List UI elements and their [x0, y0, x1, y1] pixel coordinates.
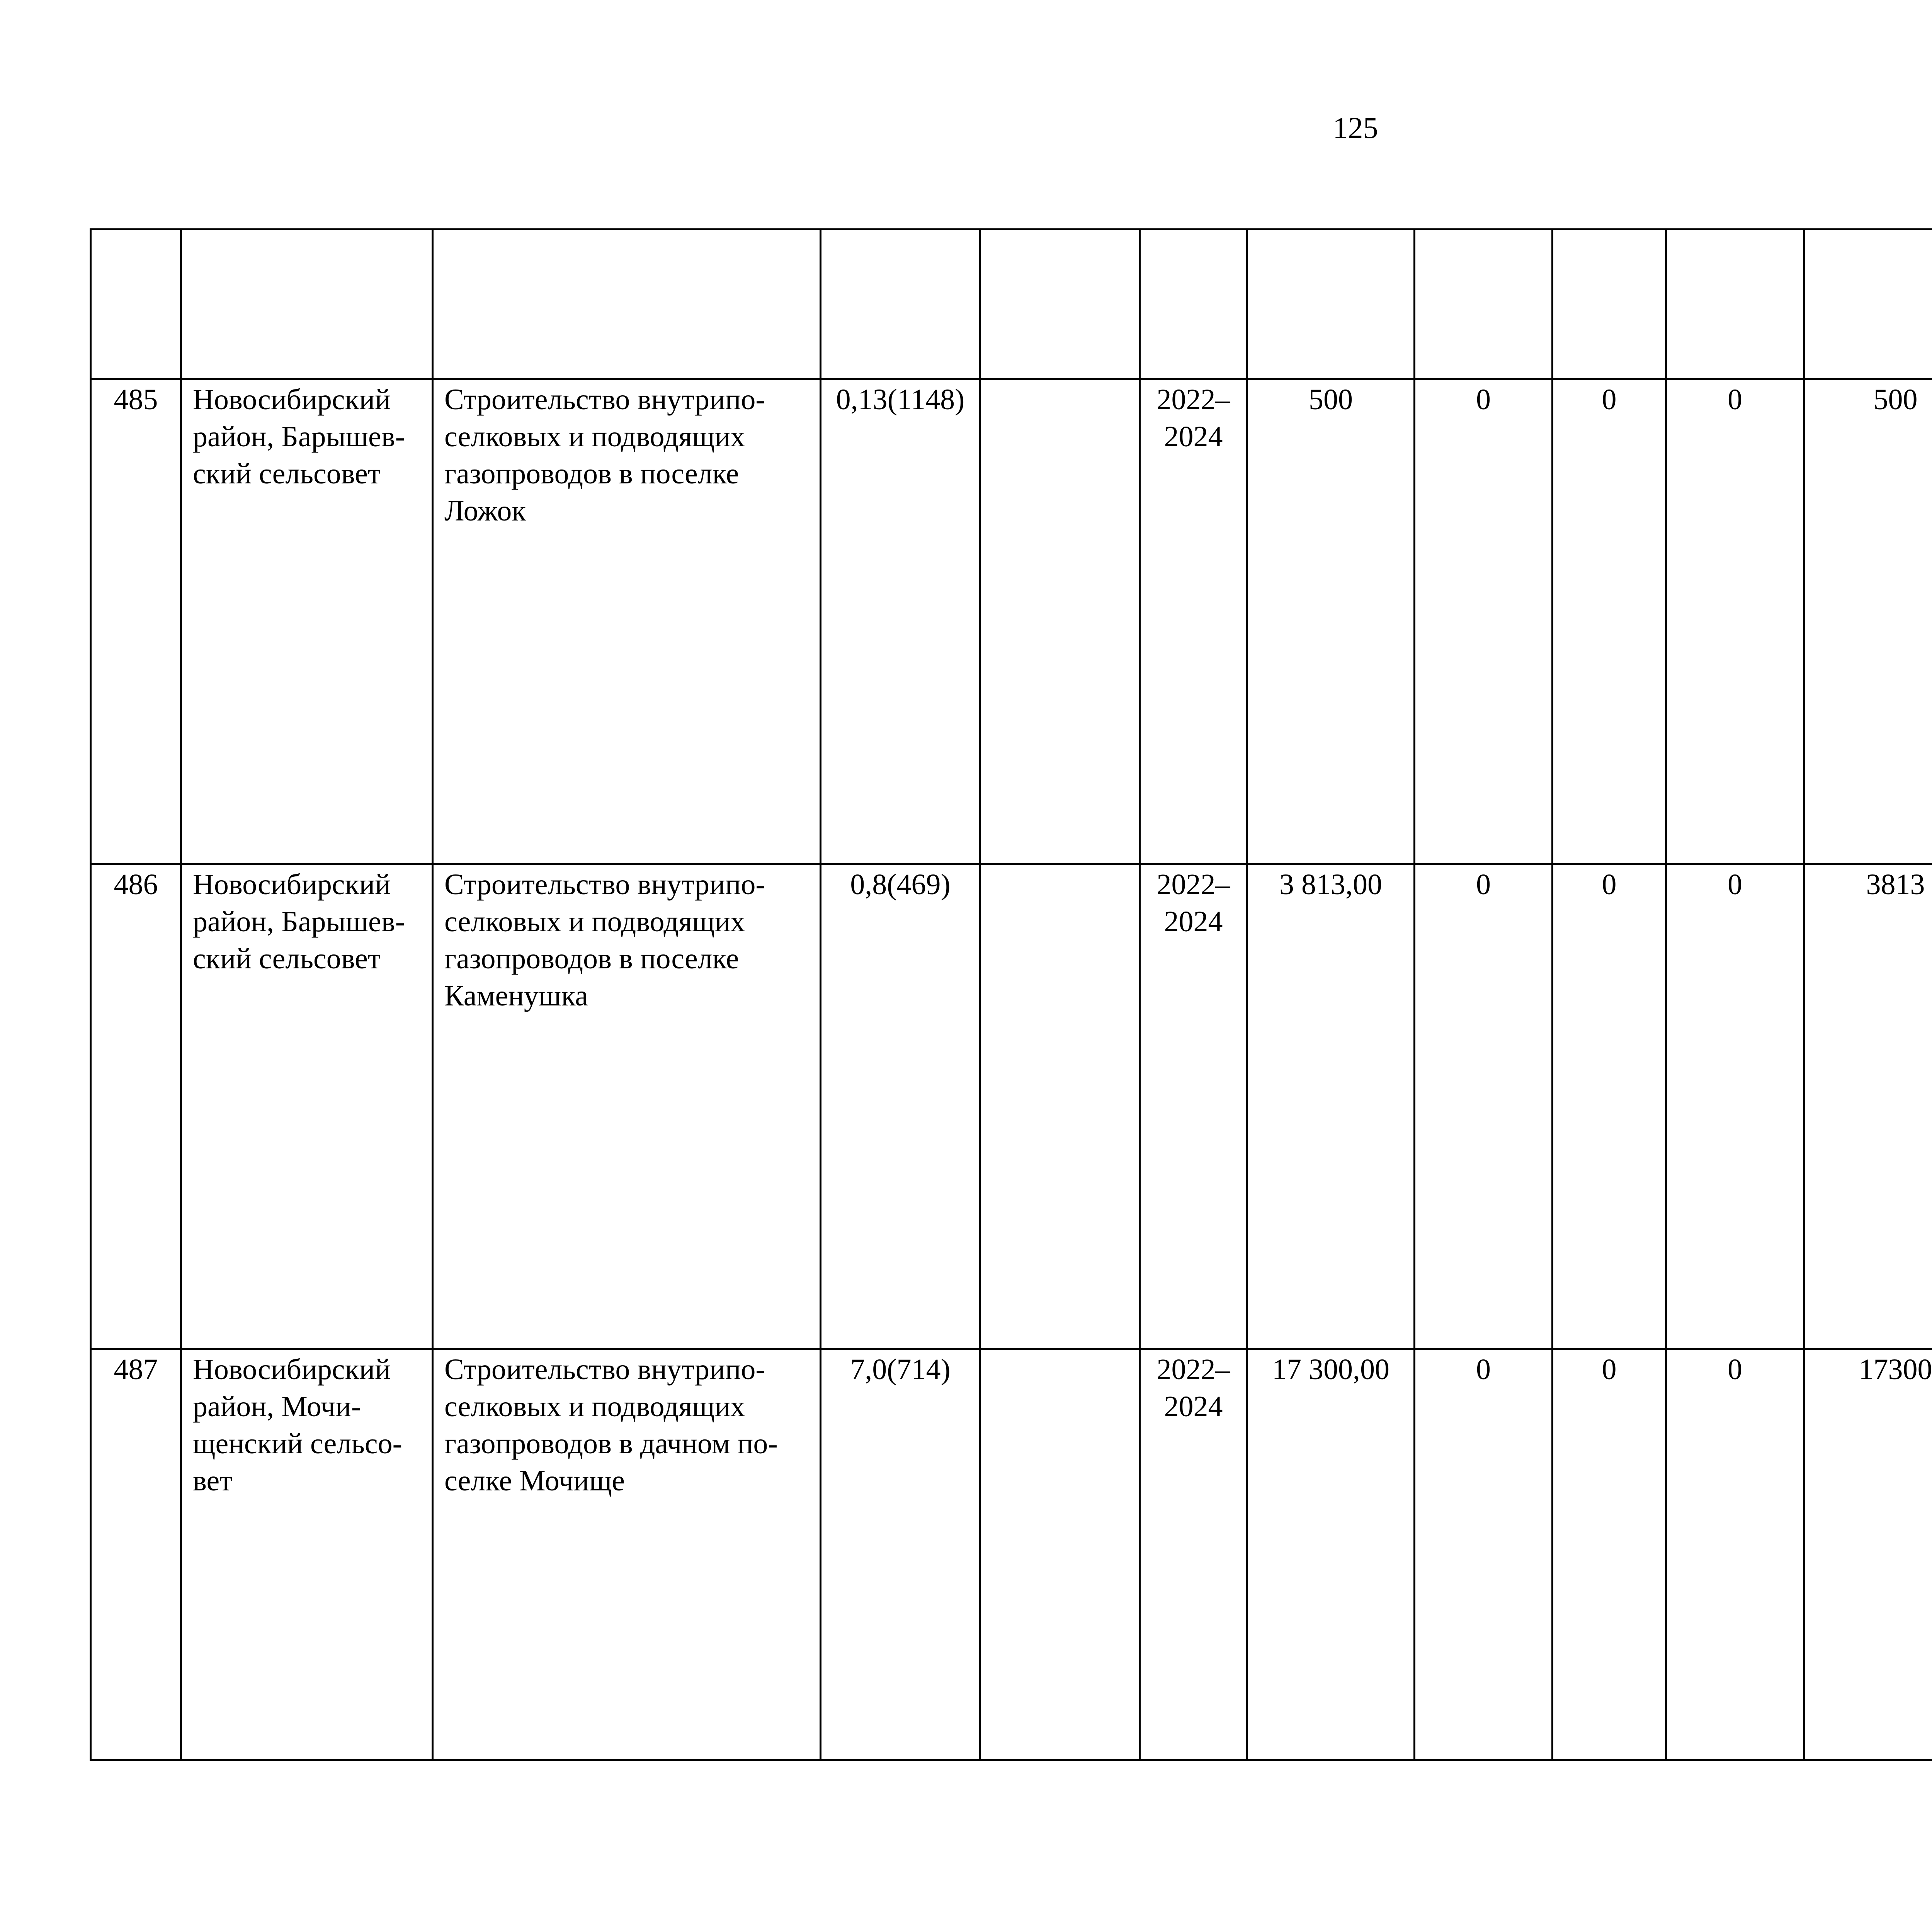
description-cell: Строительство внутрипо- селковых и подводящих газопроводов в поселке Ложок	[433, 379, 821, 864]
row-number-cell: 487	[91, 1349, 181, 1760]
table-cell-empty	[1247, 230, 1415, 379]
table-cell-empty	[980, 379, 1140, 864]
total-cell: 3 813,00	[1247, 864, 1415, 1349]
description-cell: Строительство внутрипо- селковых и подводящих газопроводов в дачном по- селке Мочище	[433, 1349, 821, 1760]
page-number: 125	[1333, 111, 1378, 145]
table-cell-empty	[1666, 230, 1804, 379]
district-cell: Новосибирский район, Мочи- щенский сельсо- вет	[181, 1349, 433, 1760]
value-cell: 0	[1415, 864, 1553, 1349]
row-number-cell: 486	[91, 864, 181, 1349]
value-cell: 0	[1666, 1349, 1804, 1760]
period-cell: 2022– 2024	[1140, 379, 1247, 864]
district-cell: Новосибирский район, Барышев- ский сельсовет	[181, 379, 433, 864]
length-cell: 7,0(714)	[821, 1349, 980, 1760]
table-cell-empty	[1140, 230, 1247, 379]
table-cell-empty	[980, 1349, 1140, 1760]
description-cell: Строительство внутрипо- селковых и подводящих газопроводов в поселке Каменушка	[433, 864, 821, 1349]
table-cell-empty	[1553, 230, 1666, 379]
total-cell: 500	[1247, 379, 1415, 864]
period-cell: 2022– 2024	[1140, 864, 1247, 1349]
table-cell-empty	[433, 230, 821, 379]
total-cell: 17 300,00	[1247, 1349, 1415, 1760]
table-row	[91, 379, 1932, 864]
value-cell: 0	[1553, 379, 1666, 864]
row-number-cell: 485	[91, 379, 181, 864]
value-cell: 0	[1415, 379, 1553, 864]
value-cell: 0	[1553, 864, 1666, 1349]
value-cell: 0	[1415, 1349, 1553, 1760]
value-cell: 0	[1666, 379, 1804, 864]
table-cell-empty	[980, 864, 1140, 1349]
gasification-objects-table	[90, 228, 1932, 1761]
table-cell-empty	[821, 230, 980, 379]
value-cell: 0	[1666, 864, 1804, 1349]
value-cell: 500	[1804, 379, 1932, 864]
table-row-continuation	[91, 230, 1932, 379]
length-cell: 0,13(1148)	[821, 379, 980, 864]
table-row	[91, 864, 1932, 1349]
period-cell: 2022– 2024	[1140, 1349, 1247, 1760]
value-cell: 3813	[1804, 864, 1932, 1349]
table-row	[91, 1349, 1932, 1760]
table-cell-empty	[181, 230, 433, 379]
table-cell-empty	[1415, 230, 1553, 379]
district-cell: Новосибирский район, Барышев- ский сельсовет	[181, 864, 433, 1349]
table-cell-empty	[1804, 230, 1932, 379]
table-cell-empty	[91, 230, 181, 379]
length-cell: 0,8(469)	[821, 864, 980, 1349]
table-cell-empty	[980, 230, 1140, 379]
value-cell: 17300	[1804, 1349, 1932, 1760]
value-cell: 0	[1553, 1349, 1666, 1760]
